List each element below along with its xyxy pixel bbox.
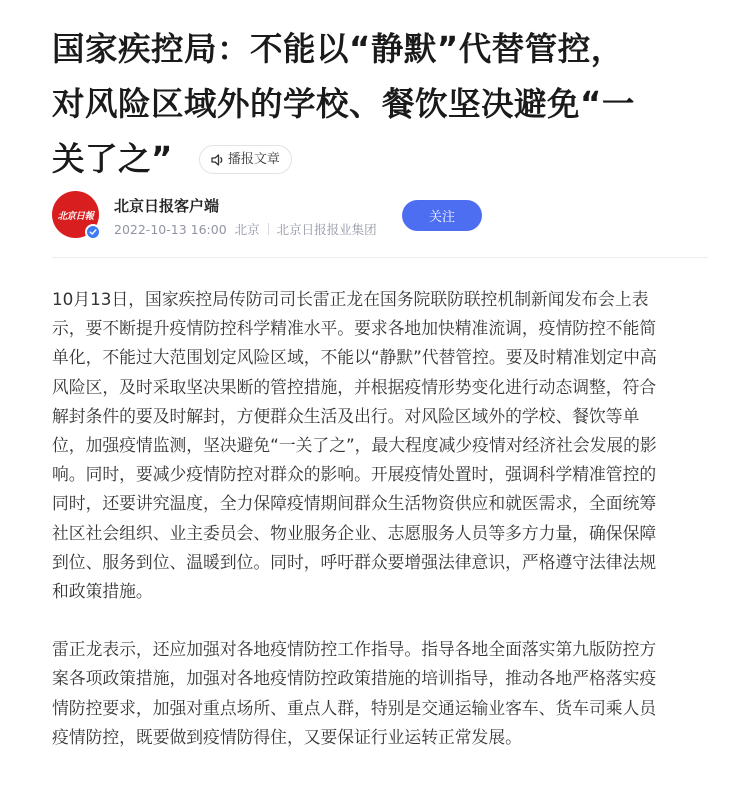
paragraph-line: 位，加强疫情监测，坚决避免“一关了之”，最大程度减少疫情对经济社会发展的影 [52,435,657,456]
follow-button[interactable]: 关注 [402,200,482,231]
paragraph [52,285,708,606]
play-article-label: 播报文章 [227,152,280,167]
paragraph-line: 单化，不能过大范围划定风险区域，不能以“静默”代替管控。要及时精准划定中高 [52,347,657,368]
paragraph-line: 风险区，及时采取坚决果断的管控措施，并根据疫情形势变化进行动态调整，符合 [52,376,657,397]
paragraph-line: 示，要不断提升疫情防控科学精准水平。要求各地加快精准流调，疫情防控不能简 [52,318,657,339]
avatar-logo-text: 北京日報 [57,210,94,222]
paragraph-line: 雷正龙表示，还应加强对各地疫情防控工作指导。指导各地全面落实第九版防控方 [52,639,657,660]
paragraph [52,635,708,752]
publish-location: 北京 [234,222,260,237]
title-line: 国家疾控局：不能以“静默”代替管控， [52,30,624,68]
paragraph-line: 和政策措施。 [52,581,153,602]
paragraph-line: 响。同时，要减少疫情防控对群众的影响。开展疫情处置时，强调科学精准管控的 [52,464,657,485]
verified-check-icon [85,224,101,240]
meta-divider [268,223,269,235]
title-line-last [52,132,722,187]
paragraph-line: 情防控要求，加强对重点场所、重点人群，特别是交通运输业客车、货车司乘人员 [52,697,657,718]
publish-datetime: 2022-10-13 16:00 [114,221,227,237]
title-line: 关了之” [52,140,173,178]
author-name[interactable]: 北京日报客户端 [114,197,220,215]
speaker-icon [210,152,226,168]
title-line: 对风险区域外的学校、餐饮坚决避免“一 [52,85,635,123]
play-article-button[interactable] [199,145,292,174]
paragraph-line: 同时，还要讲究温度，全力保障疫情期间群众生活物资供应和就医需求，全面统筹 [52,493,657,514]
article-title [52,22,722,187]
paragraph-line: 疫情防控，既要做到疫情防得住，又要保证行业运转正常发展。 [52,726,522,747]
publisher-organization: 北京日报报业集团 [276,222,377,237]
paragraph-line: 10月13日，国家疾控局传防司司长雷正龙在国务院联防联控机制新闻发布会上表 [52,289,649,309]
article-meta [114,220,377,238]
paragraph-line: 案各项政策措施，加强对各地疫情防控政策措施的培训指导，推动各地严格落实疫 [52,668,657,689]
paragraph-line: 社区社会组织、业主委员会、物业服务企业、志愿服务人员等多方力量，确保保障 [52,522,657,543]
paragraph-line: 到位、服务到位、温暖到位。同时，呼吁群众要增强法律意识，严格遵守法律法规 [52,551,657,572]
paragraph-line: 解封条件的要及时解封，方便群众生活及出行。对风险区域外的学校、餐饮等单 [52,405,640,426]
header-divider [52,257,708,258]
article-body [52,285,708,752]
author-info [52,191,708,239]
